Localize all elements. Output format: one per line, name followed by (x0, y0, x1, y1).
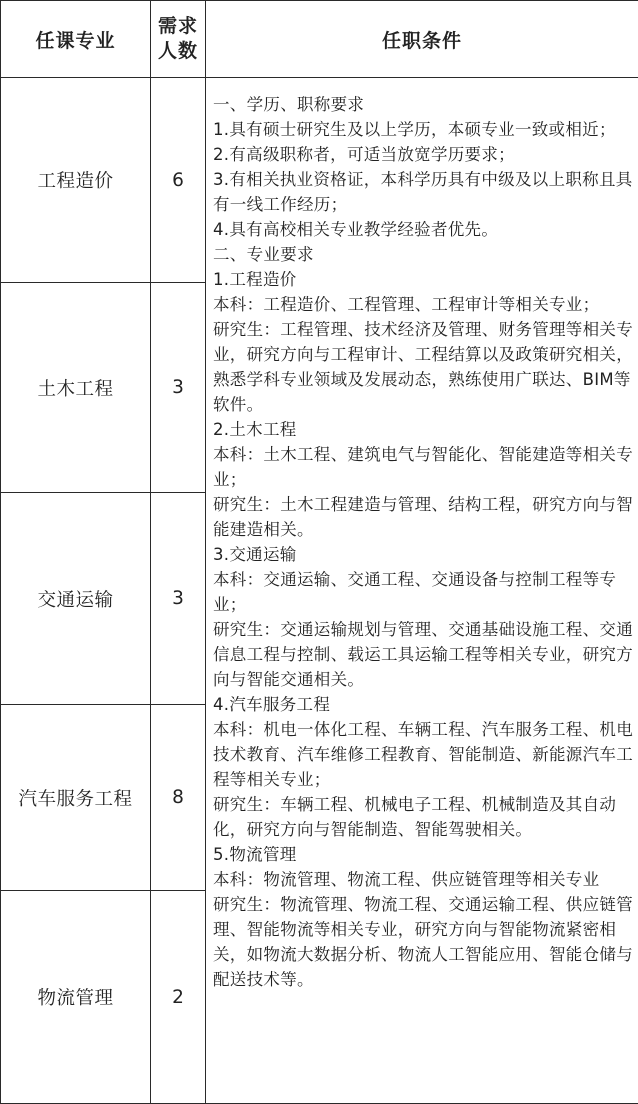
condition-line: 4.汽车服务工程 (213, 692, 634, 717)
condition-line: 研究生：交通运输规划与管理、交通基础设施工程、交通信息工程与控制、载运工具运输工程等相关专业，研究方向与智能交通相关。 (213, 617, 634, 692)
condition-line: 一、学历、职称要求 (213, 92, 634, 117)
major-cell: 土木工程 (1, 283, 151, 493)
condition-line: 3.有相关执业资格证，本科学历具有中级及以上职称且具有一线工作经历； (213, 167, 634, 217)
condition-line: 本科：机电一体化工程、车辆工程、汽车服务工程、机电技术教育、汽车维修工程教育、智能制造、新能源汽车工程等相关专业； (213, 717, 634, 792)
condition-line: 5.物流管理 (213, 842, 634, 867)
table-row (1, 78, 638, 283)
condition-line: 1.具有硕士研究生及以上学历，本硕专业一致或相近； (213, 117, 634, 142)
condition-line: 2.土木工程 (213, 417, 634, 442)
header-count (151, 1, 206, 78)
conditions-cell (206, 78, 638, 1104)
header-major: 任课专业 (1, 1, 151, 78)
condition-line: 研究生：车辆工程、机械电子工程、机械制造及其自动化，研究方向与智能制造、智能驾驶相关。 (213, 792, 634, 842)
condition-line: 研究生：工程管理、技术经济及管理、财务管理等相关专业，研究方向与工程审计、工程结算以及政策研究相关，熟悉学科专业领域及发展动态，熟练使用广联达、BIM等软件。 (213, 317, 634, 417)
condition-line: 4.具有高校相关专业教学经验者优先。 (213, 217, 634, 242)
major-cell: 工程造价 (1, 78, 151, 283)
count-cell: 6 (151, 78, 206, 283)
header-row (1, 1, 638, 78)
condition-line: 二、专业要求 (213, 242, 634, 267)
condition-line: 研究生：土木工程建造与管理、结构工程，研究方向与智能建造相关。 (213, 492, 634, 542)
count-cell: 3 (151, 283, 206, 493)
count-cell: 3 (151, 493, 206, 705)
major-cell: 汽车服务工程 (1, 705, 151, 891)
condition-line: 本科：土木工程、建筑电气与智能化、智能建造等相关专业； (213, 442, 634, 492)
header-count-line1: 需求 (151, 14, 205, 39)
condition-line: 研究生：物流管理、物流工程、交通运输工程、供应链管理、智能物流等相关专业，研究方向与智能物流紧密相关，如物流大数据分析、物流人工智能应用、智能仓储与配送技术等。 (213, 892, 634, 992)
condition-line: 2.有高级职称者，可适当放宽学历要求； (213, 142, 634, 167)
header-count-line2: 人数 (151, 39, 205, 64)
condition-line: 本科：物流管理、物流工程、供应链管理等相关专业 (213, 867, 634, 892)
condition-line: 本科：交通运输、交通工程、交通设备与控制工程等专业； (213, 567, 634, 617)
header-conditions: 任职条件 (206, 1, 638, 78)
count-cell: 2 (151, 891, 206, 1104)
condition-line: 1.工程造价 (213, 267, 634, 292)
major-cell: 交通运输 (1, 493, 151, 705)
condition-line: 本科：工程造价、工程管理、工程审计等相关专业； (213, 292, 634, 317)
major-cell: 物流管理 (1, 891, 151, 1104)
condition-line: 3.交通运输 (213, 542, 634, 567)
count-cell: 8 (151, 705, 206, 891)
